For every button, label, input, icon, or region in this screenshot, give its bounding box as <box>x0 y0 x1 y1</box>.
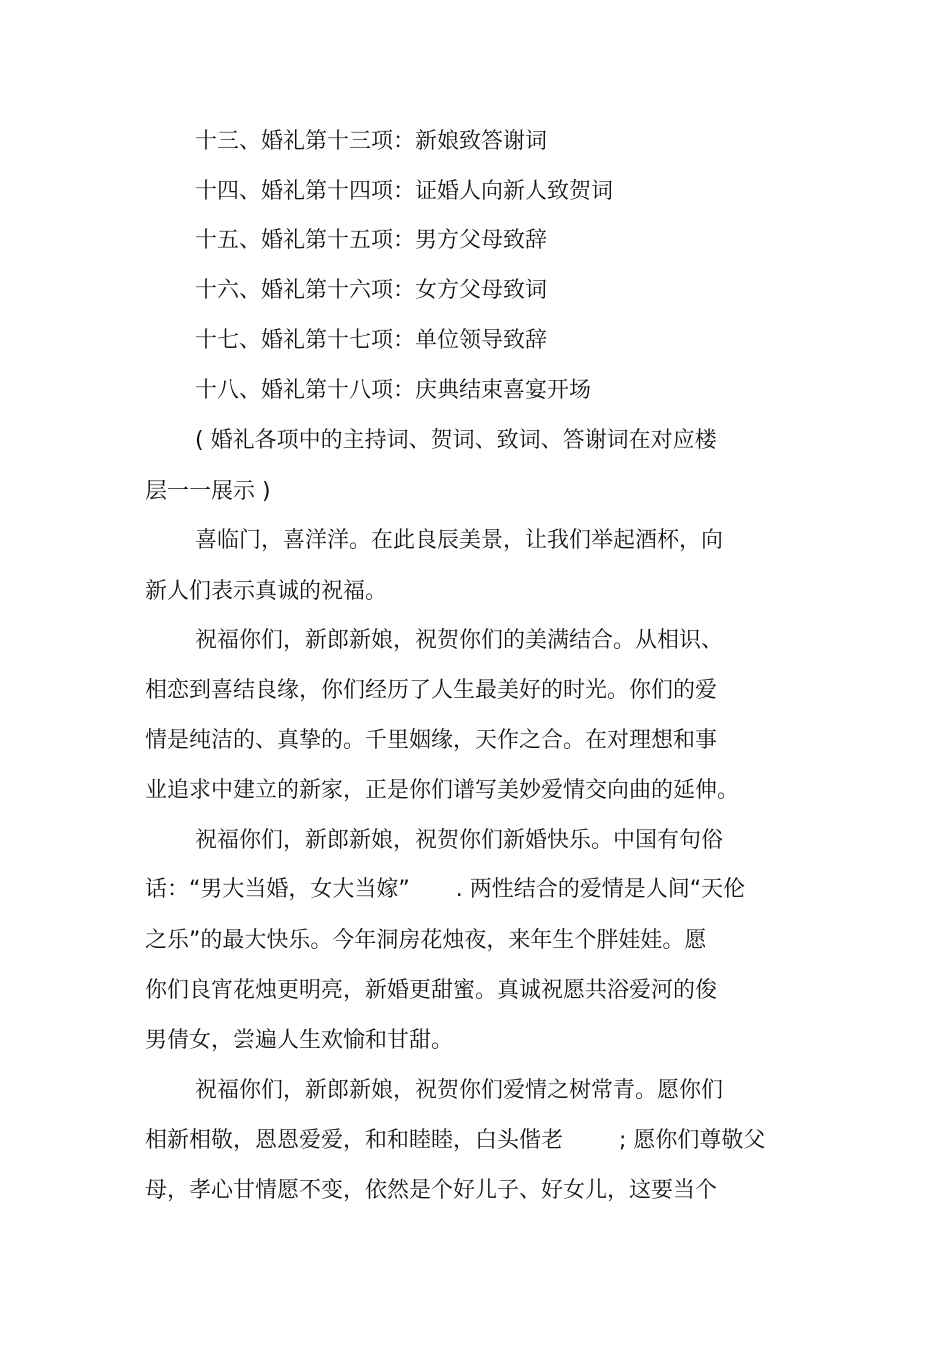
text-segment: 相新相敬，恩恩爱爱，和和睦睦，白头偕老 <box>145 1128 564 1153</box>
paragraph-line: 新人们表示真诚的祝福。 <box>145 579 388 604</box>
paragraph-line: 喜临门，喜洋洋。在此良辰美景，让我们举起酒杯，向 <box>195 528 724 553</box>
note-line: ( 婚礼各项中的主持词、贺词、致词、答谢词在对应楼 <box>195 428 717 453</box>
paragraph-line: 祝福你们，新郎新娘，祝贺你们爱情之树常青。愿你们 <box>195 1078 724 1103</box>
list-item: 十七、婚礼第十七项：单位领导致辞 <box>195 328 548 353</box>
list-item: 十四、婚礼第十四项：证婚人向新人致贺词 <box>195 179 614 204</box>
text-segment: 话：“男大当婚，女大当嫁” <box>145 877 410 902</box>
paragraph-line: 祝福你们，新郎新娘，祝贺你们新婚快乐。中国有句俗 <box>195 828 724 853</box>
list-item: 十三、婚礼第十三项：新娘致答谢词 <box>195 129 548 154</box>
paragraph-line: 你们良宵花烛更明亮，新婚更甜蜜。真诚祝愿共浴爱河的俊 <box>145 978 718 1003</box>
paragraph-line: 之乐”的最大快乐。今年洞房花烛夜，来年生个胖娃娃。愿 <box>145 928 707 953</box>
paragraph-line: 情是纯洁的、真挚的。千里姻缘，天作之合。在对理想和事 <box>145 728 718 753</box>
paragraph-line <box>145 1127 765 1155</box>
paragraph-line: 业追求中建立的新家，正是你们谱写美妙爱情交向曲的延伸。 <box>145 778 740 803</box>
paragraph-line: 男倩女，尝遍人生欢愉和甘甜。 <box>145 1028 454 1053</box>
list-item: 十八、婚礼第十八项：庆典结束喜宴开场 <box>195 378 592 403</box>
paragraph-line <box>145 876 745 904</box>
list-item: 十六、婚礼第十六项：女方父母致词 <box>195 278 548 303</box>
note-line: 层一一展示 ) <box>145 479 271 504</box>
paragraph-line: 祝福你们，新郎新娘，祝贺你们的美满结合。从相识、 <box>195 628 724 653</box>
paragraph-line: 母，孝心甘情愿不变，依然是个好儿子、好女儿，这要当个 <box>145 1178 718 1203</box>
paragraph-line: 相恋到喜结良缘，你们经历了人生最美好的时光。你们的爱 <box>145 678 718 703</box>
text-segment: ; 愿你们尊敬父 <box>619 1128 766 1153</box>
list-item: 十五、婚礼第十五项：男方父母致辞 <box>195 228 548 253</box>
text-segment: . 两性结合的爱情是人间“天伦 <box>455 877 746 902</box>
